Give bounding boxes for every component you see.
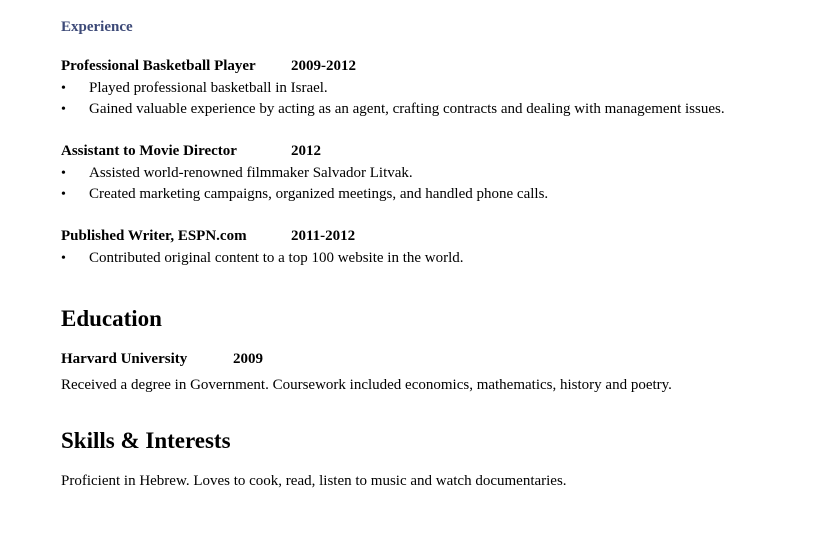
job-bullets: [61, 248, 831, 269]
bullet-text: Played professional basketball in Israel.: [89, 80, 328, 96]
job-title: Published Writer, ESPN.com: [61, 228, 247, 244]
skills-description: Proficient in Hebrew. Loves to cook, read, listen to music and watch documentaries.: [61, 473, 567, 489]
bullet-icon: •: [61, 251, 66, 266]
job-entry-espn: [61, 226, 831, 269]
bullet-icon: •: [61, 187, 66, 202]
bullet-icon: •: [61, 166, 66, 181]
list-item: [61, 184, 831, 205]
job-header: [61, 56, 831, 76]
bullet-icon: •: [61, 102, 66, 117]
list-item: [61, 99, 831, 120]
job-entry-basketball: [61, 56, 831, 120]
job-dates: 2012: [291, 143, 321, 159]
education-year: 2009: [233, 351, 263, 367]
education-header: [61, 349, 831, 369]
education-heading: Education: [61, 306, 162, 331]
job-bullets: [61, 163, 831, 205]
job-entry-movie: [61, 141, 831, 205]
bullet-text: Gained valuable experience by acting as an agent, crafting contracts and dealing with management issues.: [89, 101, 725, 117]
bullet-text: Assisted world-renowned filmmaker Salvador Litvak.: [89, 165, 413, 181]
education-description: Received a degree in Government. Coursework included economics, mathematics, history and poetry.: [61, 377, 672, 393]
job-dates: 2009-2012: [291, 58, 356, 74]
list-item: [61, 78, 831, 99]
list-item: [61, 163, 831, 184]
experience-heading: Experience: [61, 19, 133, 35]
school-name: Harvard University: [61, 351, 188, 367]
list-item: [61, 248, 831, 269]
bullet-text: Contributed original content to a top 100 website in the world.: [89, 250, 464, 266]
job-title: Assistant to Movie Director: [61, 143, 237, 159]
job-title: Professional Basketball Player: [61, 58, 256, 74]
bullet-text: Created marketing campaigns, organized meetings, and handled phone calls.: [89, 186, 549, 202]
skills-heading: Skills & Interests: [61, 428, 231, 453]
job-bullets: [61, 78, 831, 120]
job-header: [61, 141, 831, 161]
bullet-icon: •: [61, 81, 66, 96]
job-dates: 2011-2012: [291, 228, 356, 244]
job-header: [61, 226, 831, 246]
